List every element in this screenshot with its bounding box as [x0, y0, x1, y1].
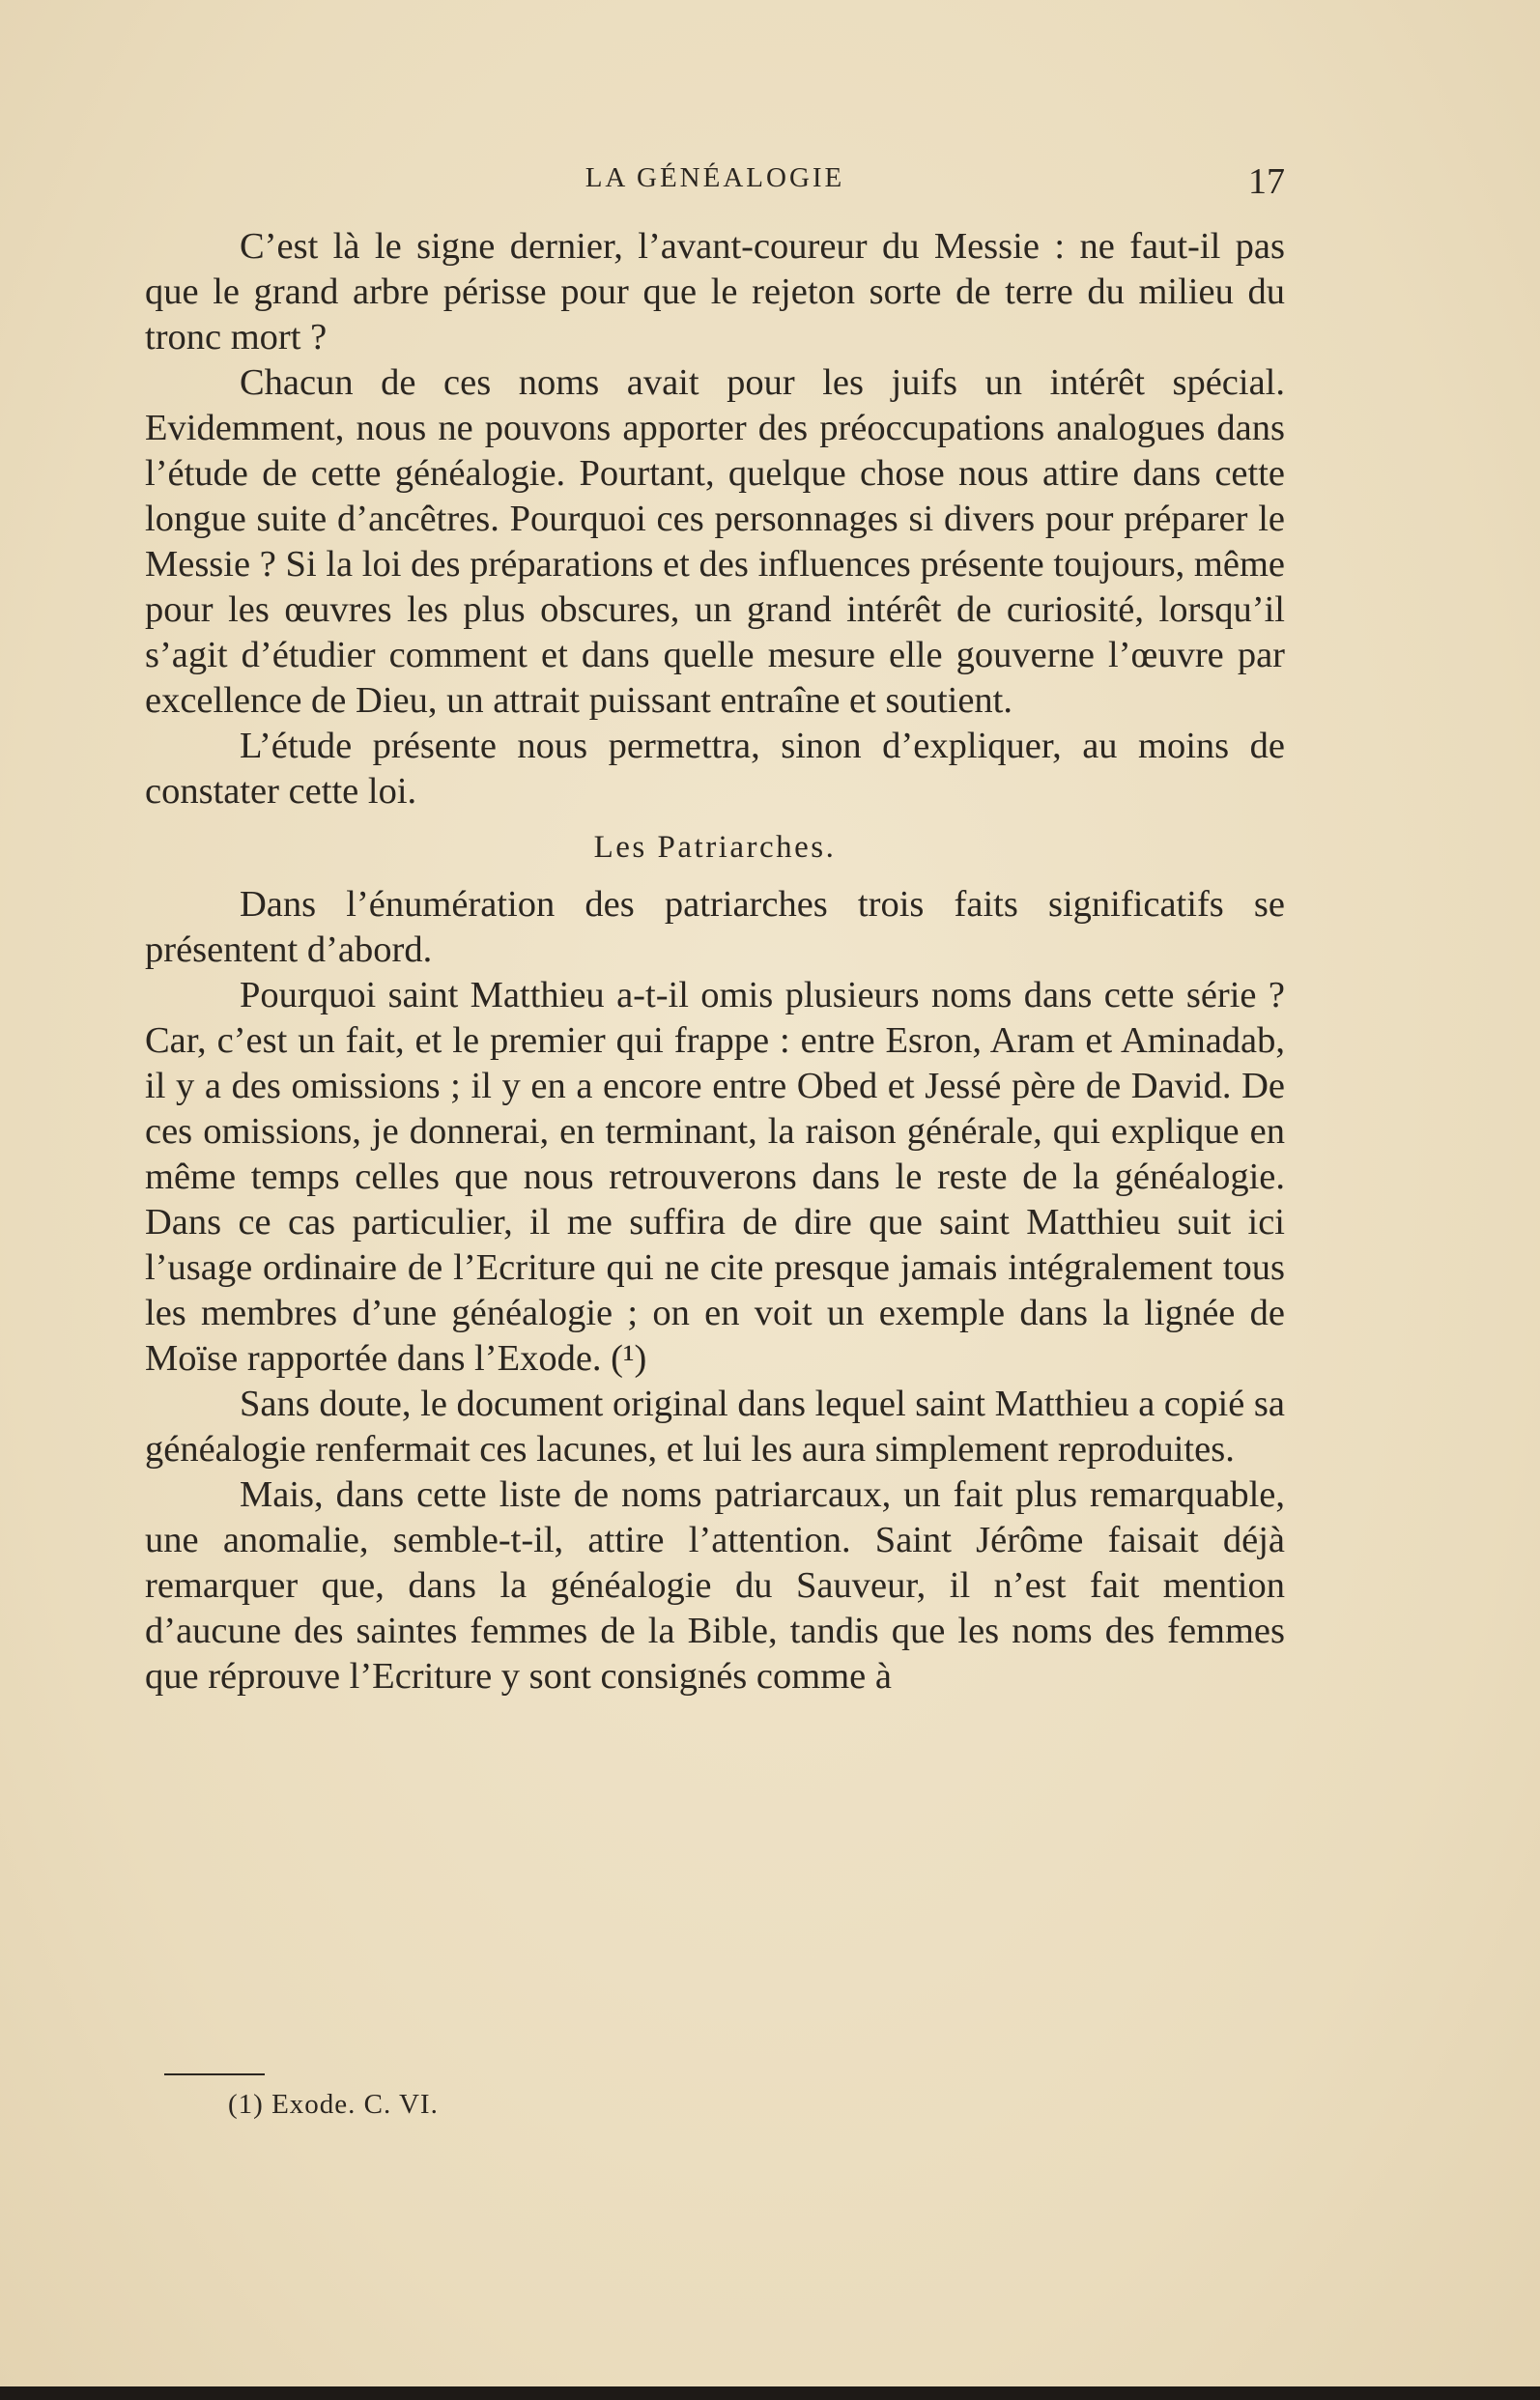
page-bottom-edge	[0, 2386, 1540, 2400]
paragraph: Chacun de ces noms avait pour les juifs un intérêt spécial. Evidemment, nous ne pouvons apporter des préoccupations analogues dans l’étude de cette généalogie. Pourtant, quelque chose nous attire dans cette longue suite d’ancêtres. Pourquoi ces personnages si divers pour préparer le Messie ? Si la loi des préparations et des influences présente toujours, même pour les œuvres les plus obscures, un grand intérêt de curiosité, lorsqu’il s’agit d’étudier comment et dans quelle mesure elle gouverne l’œuvre par excellence de Dieu, un attrait puissant entraîne et soutient.	[145, 362, 1285, 721]
paragraph: C’est là le signe dernier, l’avant-coureur du Messie : ne faut-il pas que le grand arbre périsse pour que le rejeton sorte de terre du milieu du tronc mort ?	[145, 226, 1285, 357]
paragraph: Pourquoi saint Matthieu a-t-il omis plusieurs noms dans cette série ? Car, c’est un fait, et le premier qui frappe : entre Esron, Aram et Aminadab, il y a des omissions ; il y en a encore entre Obed et Jessé père de David. De ces omissions, je donnerai, en terminant, la raison générale, qui explique en même temps celles que nous retrouverons dans le reste de la généalogie. Dans ce cas particulier, il me suffira de dire que saint Matthieu suit ici l’usage ordinaire de l’Ecriture qui ne cite presque jamais intégralement tous les membres d’une généalogie ; on en voit un exemple dans la lignée de Moïse rapportée dans l’Exode. (¹)	[145, 975, 1285, 1379]
footnote-rule	[164, 2073, 265, 2075]
running-head	[145, 162, 1285, 211]
paragraph: Dans l’énumération des patriarches trois faits significatifs se présentent d’abord.	[145, 884, 1285, 970]
running-title: LA GÉNÉALOGIE	[585, 162, 845, 193]
paragraph: L’étude présente nous permettra, sinon d’expliquer, au moins de constater cette loi.	[145, 726, 1285, 812]
paragraph: Sans doute, le document original dans lequel saint Matthieu a copié sa généalogie renfermait ces lacunes, et lui les aura simplement reproduites.	[145, 1384, 1286, 1470]
body-text	[145, 224, 1285, 1700]
paragraph: Mais, dans cette liste de noms patriarcaux, un fait plus remarquable, une anomalie, semble-t-il, attire l’attention. Saint Jérôme faisait déjà remarquer que, dans la généalogie du Sauveur, il n’est fait mention d’aucune des saintes femmes de la Bible, tandis que les noms des femmes que réprouve l’Ecriture y sont consignés comme à	[145, 1474, 1285, 1697]
section-heading: Les Patriarches.	[593, 830, 837, 865]
page-number: 17	[1248, 161, 1285, 202]
footnote: (1) Exode. C. VI.	[228, 2089, 439, 2120]
